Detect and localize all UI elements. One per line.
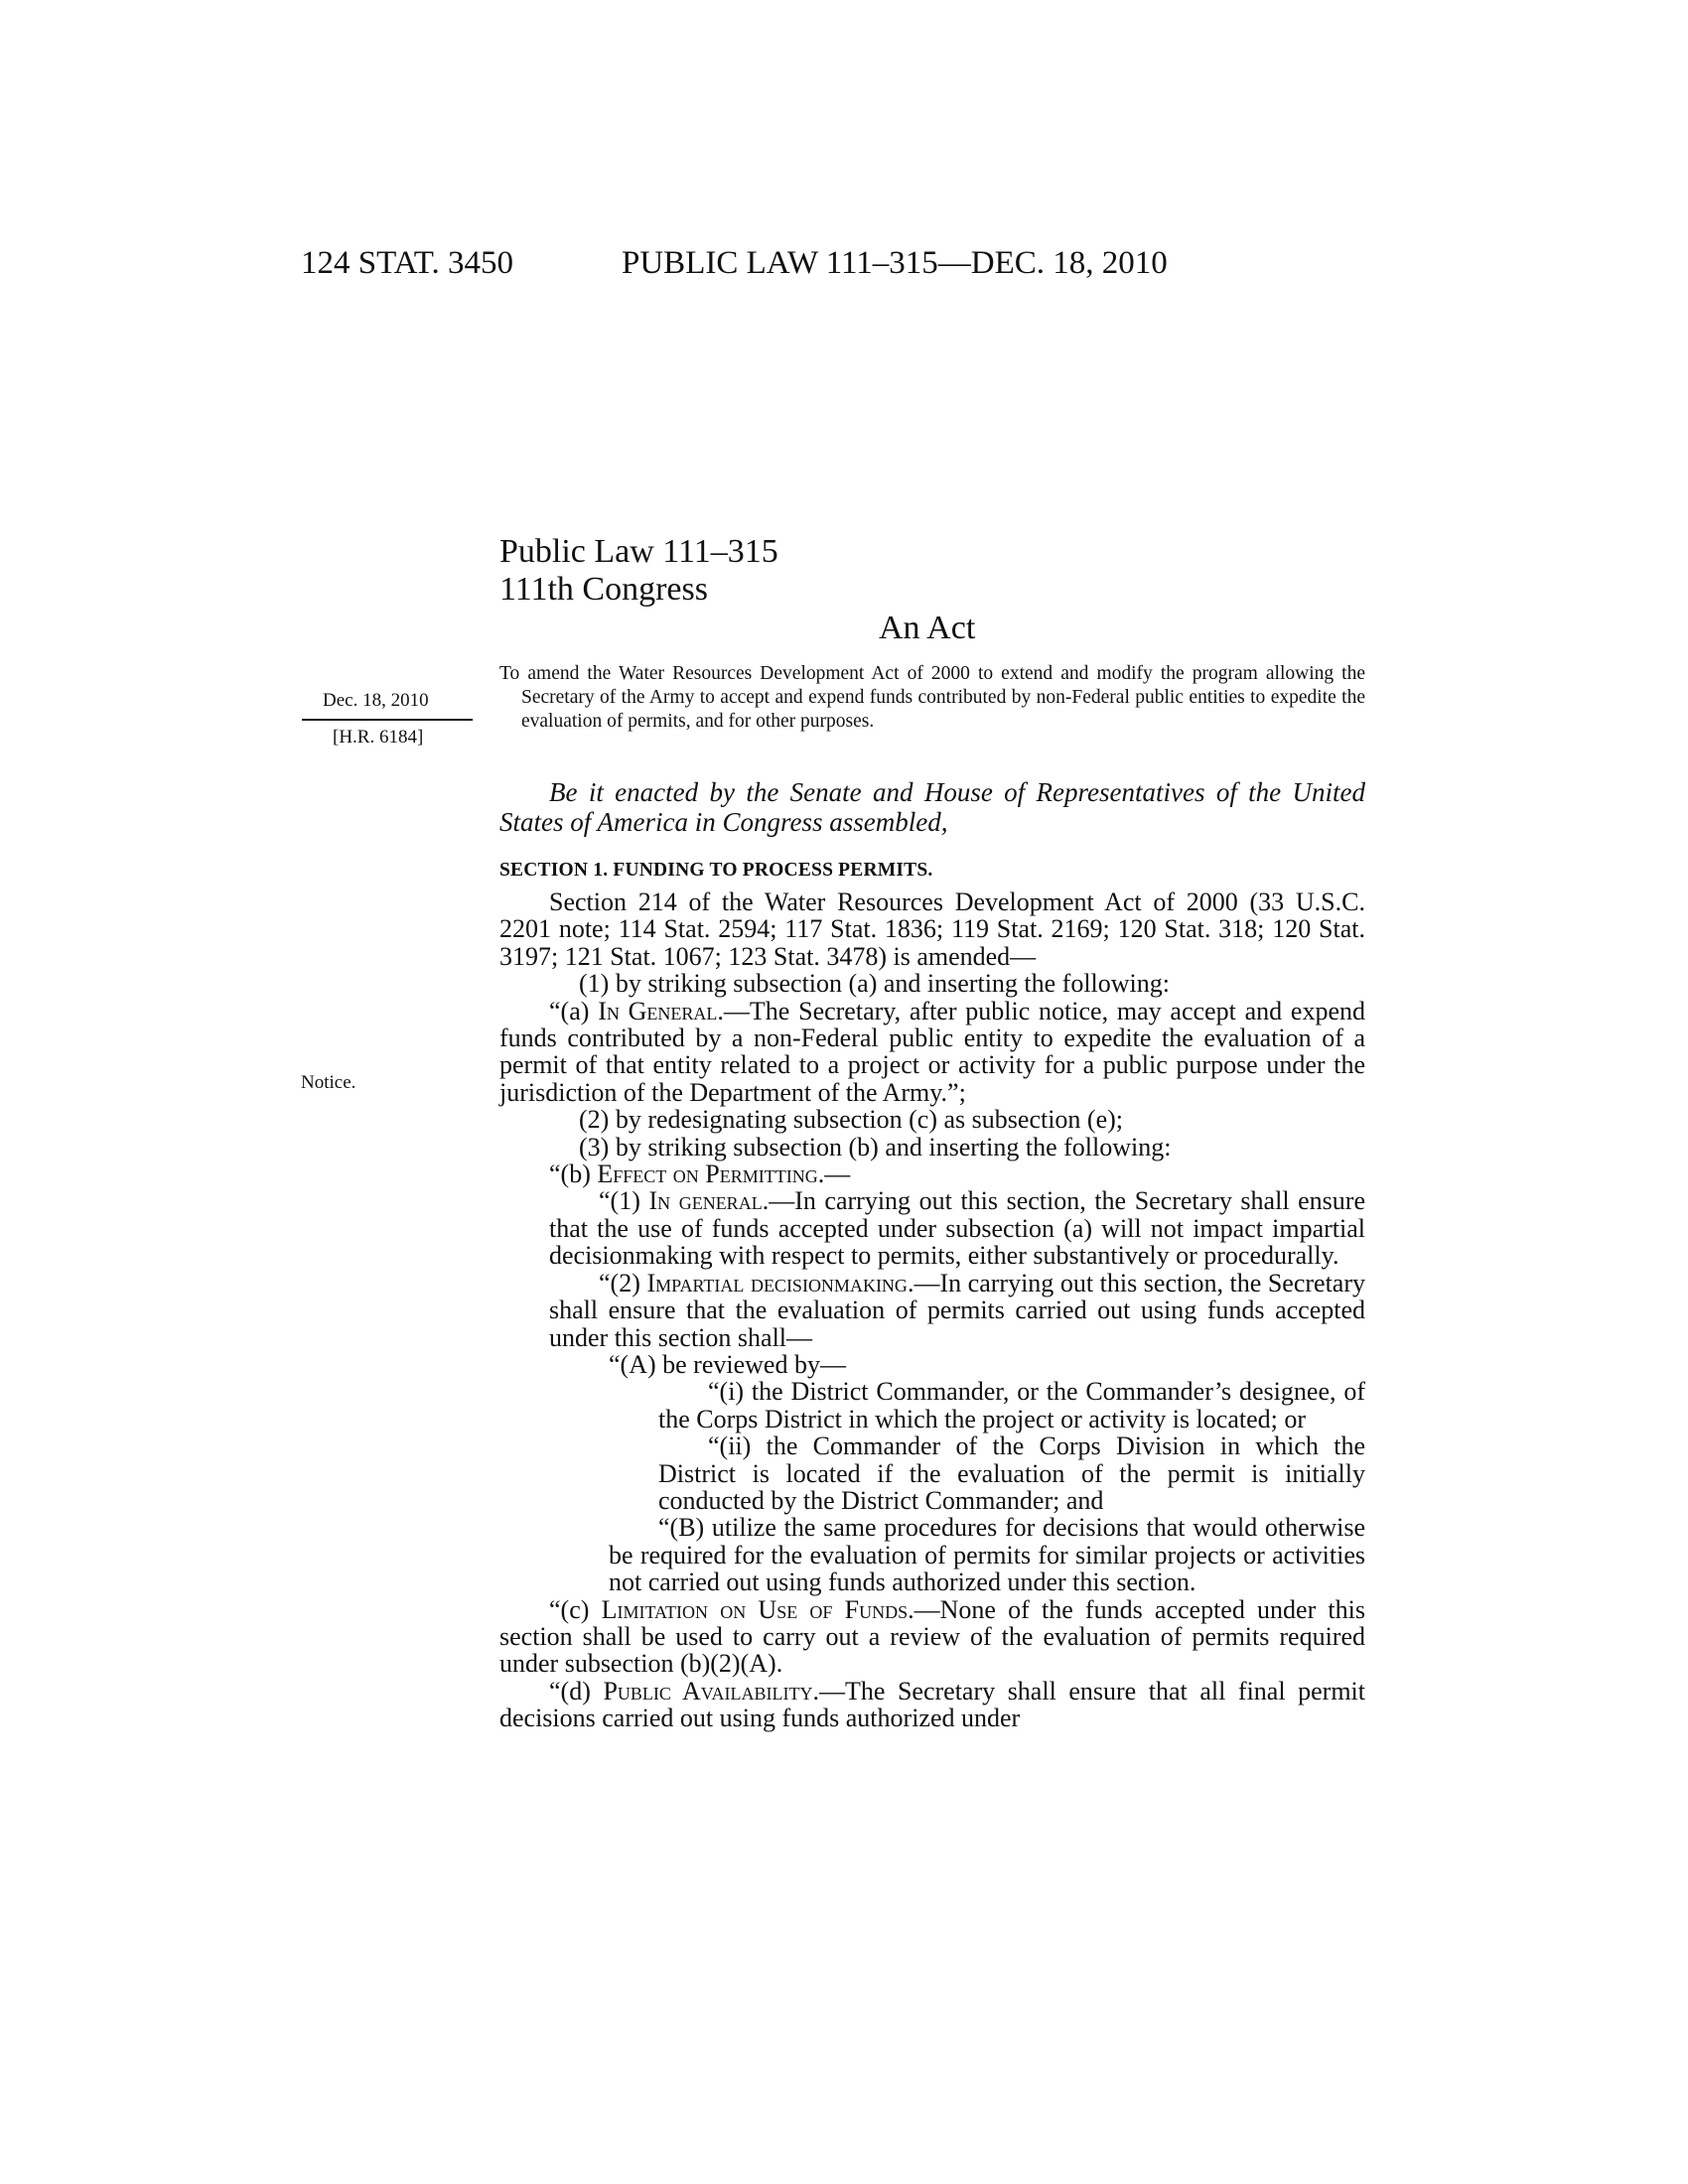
paragraph-b1: “(1) In general.—In carrying out this section, the Secretary shall ensure that the use of funds accepted under subsection (a) will not impact impartial decisionmaking with respect to permits, either substantively or procedurally. (549, 1186, 1365, 1271)
clause-ii: “(ii) the Commander of the Corps Division in which the District is located if the evaluation of the permit is initially conducted by the District Commander; and (658, 1432, 1365, 1515)
amendment-item-3: (3) by striking subsection (b) and inserting the following: (579, 1132, 1172, 1161)
margin-notice: Notice. (301, 1072, 356, 1093)
subparagraph-B: “(B) utilize the same procedures for decisions that would otherwise be required for the evaluation of permits for similar projects or activities not carried out using funds authorized under this section. (609, 1513, 1365, 1597)
margin-bill-number: [H.R. 6184] (333, 727, 424, 748)
paragraph-b1-heading: In general (648, 1186, 763, 1216)
page-stat-reference: 124 STAT. 3450 (301, 245, 514, 281)
paragraph-b2: “(2) Impartial decisionmaking.—In carrying out this section, the Secretary shall ensure that the evaluation of permits carried out using funds accepted under this section shall— (549, 1268, 1366, 1352)
congress-number: 111th Congress (499, 571, 708, 608)
act-label: An Act (879, 610, 976, 646)
section-intro: Section 214 of the Water Resources Development Act of 2000 (33 U.S.C. 2201 note; 114 Stat. 2594; 117 Stat. 1836; 119 Stat. 2169; 120 Stat. 318; 120 Stat. 3197; 121 Stat. 1067; 123 Stat. 3478) is amended— (499, 887, 1365, 971)
section-heading: SECTION 1. FUNDING TO PROCESS PERMITS. (499, 860, 933, 881)
subsection-b: “(b) Effect on Permitting.— (549, 1160, 851, 1189)
subsection-a-heading: In General (598, 996, 718, 1025)
subsection-d: “(d) Public Availability.—The Secretary shall ensure that all final permit decisions carried out using funds authorized under (499, 1676, 1366, 1733)
subsection-a: “(a) In General.—The Secretary, after public notice, may accept and expend funds contributed by a non-Federal public entity to expedite the evaluation of a permit of that entity related to a project or activity for a public purpose under the jurisdiction of the Department of the Army.”; (499, 996, 1365, 1107)
subsection-d-heading: Public Availability (603, 1676, 813, 1706)
paragraph-b2-heading: Impartial decisionmaking (646, 1268, 908, 1297)
running-header: PUBLIC LAW 111–315—DEC. 18, 2010 (622, 245, 1168, 281)
law-number: Public Law 111–315 (499, 533, 778, 570)
amendment-item-2: (2) by redesignating subsection (c) as subsection (e); (579, 1105, 1124, 1135)
subsection-c-heading: Limitation on Use of Funds (601, 1594, 909, 1624)
section-body (499, 888, 1365, 1732)
purpose-clause (499, 662, 1365, 734)
margin-rule (302, 719, 473, 721)
enacting-clause: Be it enacted by the Senate and House of Representatives of the United States of America in Congress assembled, (499, 777, 1365, 837)
amendment-item-1: (1) by striking subsection (a) and inserting the following: (579, 969, 1171, 999)
subparagraph-A: “(A) be reviewed by— (609, 1349, 846, 1379)
subsection-c: “(c) Limitation on Use of Funds.—None of the funds accepted under this section shall be used to carry out a review of the evaluation of permits required under subsection (b)(2)(A). (499, 1594, 1365, 1679)
clause-i: “(i) the District Commander, or the Commander’s designee, of the Corps District in which the project or activity is located; or (658, 1377, 1365, 1433)
margin-date: Dec. 18, 2010 (323, 690, 429, 711)
purpose-text: To amend the Water Resources Development Act of 2000 to extend and modify the program allowing the Secretary of the Army to accept and expend funds contributed by non-Federal public entities to expedite the evaluation of permits, and for other purposes. (499, 663, 1365, 732)
subsection-b-heading: Effect on Permitting (597, 1160, 818, 1189)
